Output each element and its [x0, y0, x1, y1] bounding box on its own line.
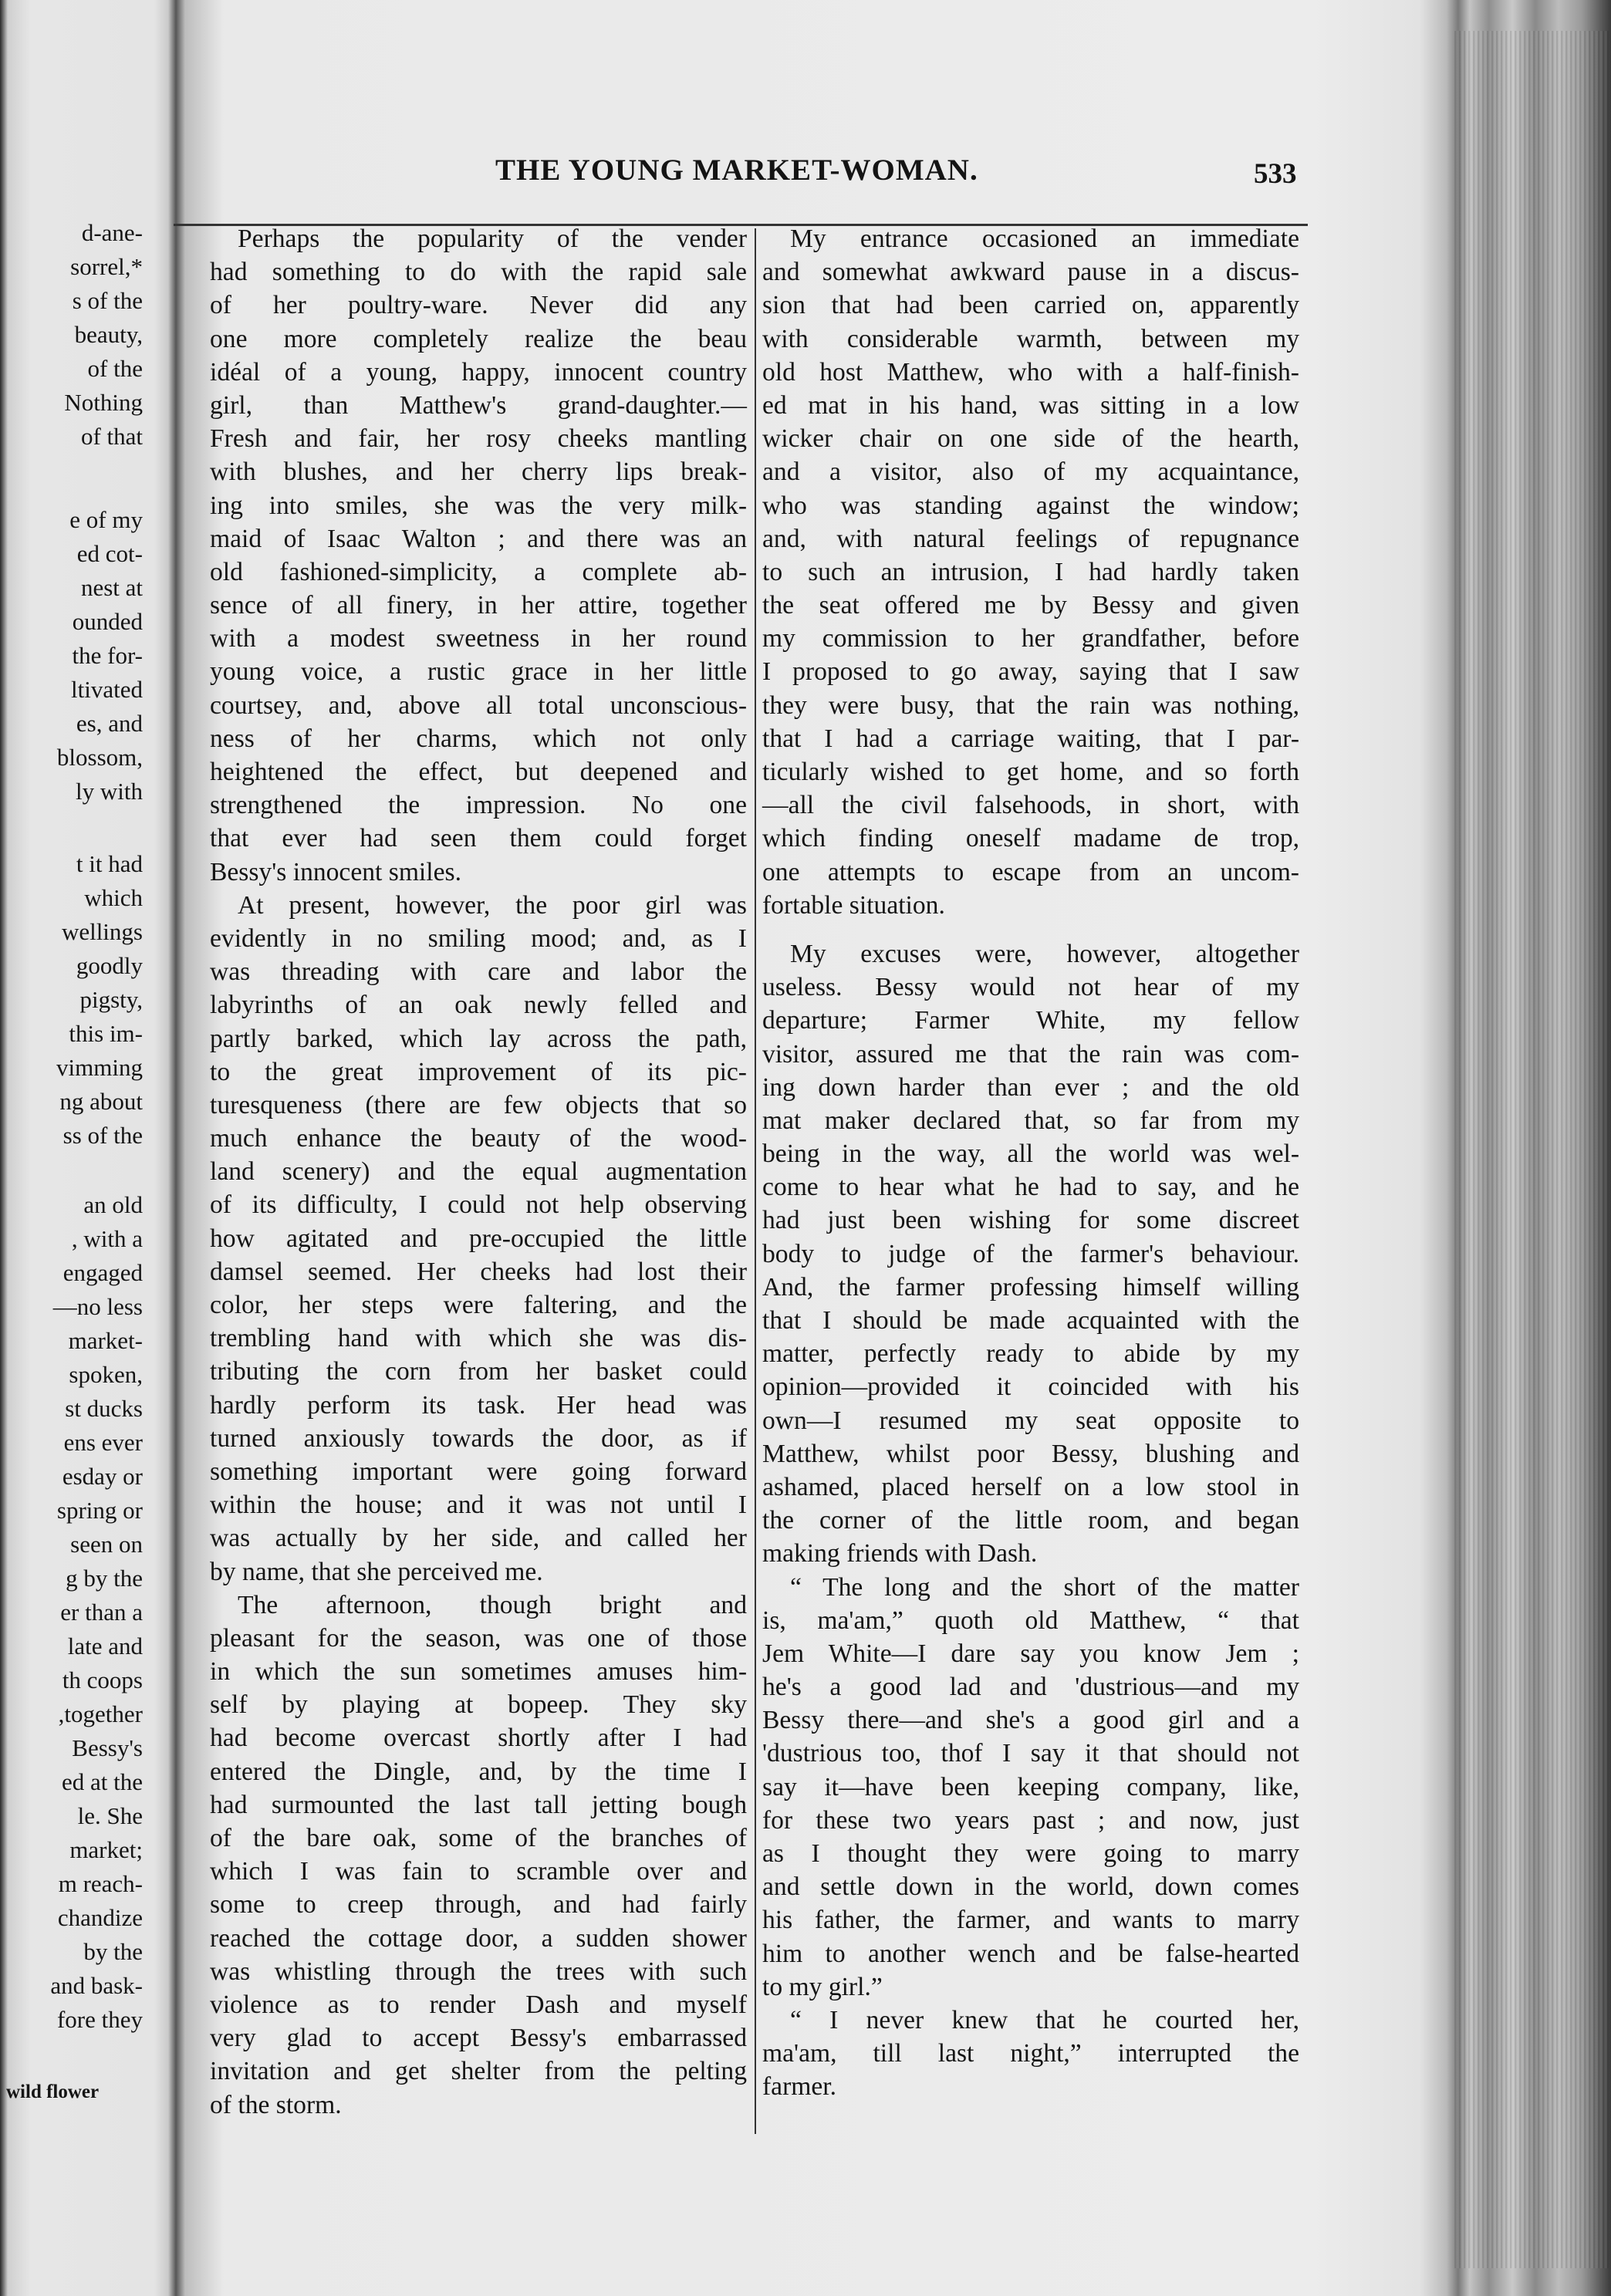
text-line: had surmounted the last tall jetting bough — [210, 1790, 747, 1819]
text-line: say it—have been keeping company, like, — [762, 1772, 1299, 1801]
paragraph-gap — [762, 922, 1299, 937]
text-line: entered the Dingle, and, by the time I — [210, 1757, 747, 1786]
text-line: and a visitor, also of my acquaintance, — [762, 458, 1299, 487]
text-line: idéal of a young, happy, innocent country — [210, 357, 747, 387]
left-page-line: es, and — [76, 710, 143, 737]
left-page-line: chandize — [57, 1904, 143, 1931]
text-line: fortable situation. — [762, 890, 945, 920]
text-line: partly barked, which lay across the path, — [210, 1024, 747, 1053]
text-line: is, ma'am,” quoth old Matthew, “ that — [762, 1606, 1299, 1635]
text-line: reached the cottage door, a sudden shower — [210, 1923, 747, 1953]
text-line: with considerable warmth, between my — [762, 324, 1299, 353]
text-line: self by playing at bopeep. They sky — [210, 1690, 747, 1720]
left-page-line: g by the — [66, 1565, 143, 1592]
text-line: something important were going forward — [210, 1457, 747, 1486]
text-line: was whistling through the trees with such — [210, 1957, 747, 1986]
text-line: trembling hand with which she was dis- — [210, 1324, 747, 1353]
text-column-right — [762, 222, 1299, 2104]
text-line: damsel seemed. Her cheeks had lost their — [210, 1257, 747, 1286]
text-line: who was standing against the window; — [762, 491, 1299, 520]
text-line: visitor, assured me that the rain was com- — [762, 1039, 1299, 1069]
text-line: old fashioned-simplicity, a complete ab- — [210, 557, 747, 586]
text-line: wicker chair on one side of the hearth, — [762, 424, 1299, 454]
left-page-line: er than a — [60, 1599, 143, 1626]
left-page-line: d-ane- — [81, 219, 143, 246]
text-line: matter, perfectly ready to abide by my — [762, 1339, 1299, 1369]
text-line: he's a good lad and 'dustrious—and my — [762, 1673, 1299, 1702]
text-line: one attempts to escape from an uncom- — [762, 857, 1299, 886]
left-page-line: market; — [69, 1836, 143, 1863]
text-line: ed mat in his hand, was sitting in a low — [762, 390, 1299, 420]
text-line: departure; Farmer White, my fellow — [762, 1006, 1299, 1035]
text-line: my commission to her grandfather, before — [762, 624, 1299, 653]
text-line: ing into smiles, she was the very milk- — [210, 491, 747, 520]
left-page-line: , with a — [71, 1225, 143, 1252]
left-page-line: this im- — [69, 1020, 143, 1047]
left-page-line: s of the — [72, 287, 143, 314]
text-line: come to hear what he had to say, and he — [762, 1173, 1299, 1202]
text-line: Bessy's innocent smiles. — [210, 857, 461, 886]
text-line: by name, that she perceived me. — [210, 1557, 543, 1586]
left-page-line: vimming — [56, 1054, 143, 1081]
left-page-line: late and — [67, 1633, 143, 1660]
left-page-line: ng about — [59, 1088, 143, 1115]
text-line: useless. Bessy would not hear of my — [762, 973, 1299, 1002]
text-line: —all the civil falsehoods, in short, with — [762, 791, 1299, 820]
text-line: strengthened the impression. No one — [210, 791, 747, 820]
left-page-line: seen on — [70, 1531, 143, 1558]
running-title: THE YOUNG MARKET-WOMAN. — [495, 154, 978, 187]
text-line: tributing the corn from her basket could — [210, 1357, 747, 1386]
text-line: as I thought they were going to marry — [762, 1839, 1299, 1868]
left-page-line: Bessy's — [72, 1734, 143, 1761]
text-line: opinion—provided it coincided with his — [762, 1373, 1299, 1402]
text-line: was threading with care and labor the — [210, 957, 747, 987]
text-line: ma'am, till last night,” interrupted the — [762, 2039, 1299, 2068]
left-page-line: ly with — [76, 778, 143, 805]
left-page-line: blossom, — [56, 744, 143, 771]
left-page-line: pigsty, — [79, 986, 143, 1013]
text-line: which I was fain to scramble over and — [210, 1857, 747, 1886]
text-column-left — [210, 222, 747, 2122]
left-page-line: spring or — [56, 1497, 143, 1524]
left-page-line: ens ever — [63, 1429, 143, 1456]
text-line: I proposed to go away, saying that I saw — [762, 657, 1299, 687]
text-line: At present, however, the poor girl was — [238, 890, 747, 920]
text-line: how agitated and pre-occupied the little — [210, 1224, 747, 1253]
text-line: Perhaps the popularity of the vender — [238, 225, 747, 253]
text-line: was actually by her side, and called her — [210, 1524, 747, 1553]
text-line: Fresh and fair, her rosy cheeks mantling — [210, 424, 747, 454]
left-page-line: beauty, — [74, 321, 143, 348]
left-page-line: ed cot- — [76, 540, 143, 567]
left-page-line: which — [84, 884, 143, 911]
text-line: turned anxiously towards the door, as if — [210, 1423, 747, 1453]
left-page-line: spoken, — [69, 1361, 143, 1388]
text-line: to the great improvement of its pic- — [210, 1057, 747, 1086]
left-page-fragment — [0, 193, 143, 2060]
left-page-line: ltivated — [71, 676, 143, 703]
text-line: one more completely realize the beau — [210, 324, 747, 353]
book-page-edges — [1454, 31, 1609, 2268]
text-line: Bessy there—and she's a good girl and a — [762, 1706, 1299, 1735]
text-line: ticularly wished to get home, and so forth — [762, 758, 1299, 786]
text-line: and settle down in the world, down comes — [762, 1872, 1299, 1902]
text-line: sion that had been carried on, apparently — [762, 291, 1299, 320]
text-line: hardly perform its task. Her head was — [210, 1390, 747, 1420]
page-number: 533 — [1254, 158, 1297, 190]
text-line: being in the way, all the world was wel- — [762, 1140, 1299, 1169]
text-line: much enhance the beauty of the wood- — [210, 1124, 747, 1153]
text-line: My entrance occasioned an immediate — [790, 225, 1299, 253]
text-line: 'dustrious too, thof I say it that should not — [762, 1739, 1299, 1768]
text-line: of its difficulty, I could not help observing — [210, 1190, 747, 1220]
left-page-line: ,together — [58, 1700, 143, 1727]
left-page-line: of the — [87, 355, 143, 382]
text-line: land scenery) and the equal augmentation — [210, 1157, 747, 1187]
text-line: the seat offered me by Bessy and given — [762, 591, 1299, 620]
text-line: sence of all finery, in her attire, together — [210, 591, 747, 620]
left-page-line: t it had — [76, 850, 143, 877]
text-line: And, the farmer professing himself willing — [762, 1272, 1299, 1302]
left-page-line: th coops — [62, 1666, 143, 1693]
text-line: old host Matthew, who with a half-finish- — [762, 357, 1299, 387]
text-line: making friends with Dash. — [762, 1539, 1038, 1568]
text-line: for these two years past ; and now, just — [762, 1805, 1299, 1835]
text-line: maid of Isaac Walton ; and there was an — [210, 524, 747, 553]
text-line: Jem White—I dare say you know Jem ; — [762, 1639, 1299, 1668]
left-page-line: m reach- — [58, 1870, 143, 1897]
text-line: to my girl.” — [762, 1972, 883, 2001]
text-line: own—I resumed my seat opposite to — [762, 1406, 1299, 1435]
text-line: pleasant for the season, was one of those — [210, 1623, 747, 1653]
text-line: farmer. — [762, 2072, 837, 2102]
left-page-line: ss of the — [62, 1122, 143, 1149]
left-page-line: Nothing — [64, 389, 143, 416]
text-line: heightened the effect, but deepened and — [210, 758, 747, 786]
text-line: very glad to accept Bessy's embarrassed — [210, 2024, 747, 2053]
left-page-line: goodly — [76, 952, 143, 979]
text-line: his father, the farmer, and wants to marry — [762, 1906, 1299, 1935]
text-line: The afternoon, though bright and — [238, 1590, 747, 1619]
text-line: My excuses were, however, altogether — [790, 939, 1299, 968]
text-line: in which the sun sometimes amuses him- — [210, 1657, 747, 1687]
left-page-line: the for- — [72, 642, 143, 669]
text-line: him to another wench and be false-hearted — [762, 1939, 1299, 1968]
left-page-line: esday or — [62, 1463, 143, 1490]
text-line: turesqueness (there are few objects that so — [210, 1090, 747, 1119]
text-line: courtsey, and, above all total unconscious- — [210, 690, 747, 720]
text-line: young voice, a rustic grace in her little — [210, 657, 747, 687]
left-page-line: st ducks — [65, 1395, 143, 1422]
left-page-line: fore they — [56, 2006, 143, 2033]
text-line: had just been wishing for some discreet — [762, 1206, 1299, 1235]
text-line: to such an intrusion, I had hardly taken — [762, 557, 1299, 586]
text-line: body to judge of the farmer's behaviour. — [762, 1239, 1299, 1268]
text-line: evidently in no smiling mood; and, as I — [210, 923, 747, 953]
text-line: which finding oneself madame de trop, — [762, 824, 1299, 853]
left-page-line: an old — [83, 1191, 143, 1218]
left-page-line: of that — [80, 423, 143, 450]
column-divider — [755, 228, 756, 2134]
left-page-line: nest at — [80, 574, 143, 601]
text-line: violence as to render Dash and myself — [210, 1990, 747, 2019]
text-line: color, her steps were faltering, and the — [210, 1291, 747, 1319]
text-line: with a modest sweetness in her round — [210, 624, 747, 653]
left-page-line: e of my — [69, 506, 143, 533]
text-line: had something to do with the rapid sale — [210, 258, 747, 287]
text-line: of the storm. — [210, 2090, 342, 2119]
left-page-line: market- — [68, 1327, 143, 1354]
text-line: and, with natural feelings of repugnance — [762, 524, 1299, 553]
left-page-line: —no less — [52, 1293, 143, 1320]
text-line: girl, than Matthew's grand-daughter.— — [210, 390, 747, 420]
text-line: of the bare oak, some of the branches of — [210, 1824, 747, 1852]
text-line: of her poultry-ware. Never did any — [210, 291, 747, 320]
left-page-line: le. She — [77, 1802, 143, 1829]
text-line: mat maker declared that, so far from my — [762, 1106, 1299, 1135]
text-line: “ I never knew that he courted her, — [790, 2005, 1299, 2034]
text-line: ashamed, placed herself on a low stool in — [762, 1472, 1299, 1501]
left-page-line: ounded — [72, 608, 143, 635]
text-line: had become overcast shortly after I had — [210, 1724, 747, 1753]
text-line: invitation and get shelter from the pelting — [210, 2057, 747, 2086]
text-line: Matthew, whilst poor Bessy, blushing and — [762, 1439, 1299, 1468]
text-line: that I should be made acquainted with the — [762, 1306, 1299, 1335]
text-line: some to creep through, and had fairly — [210, 1890, 747, 1920]
text-line: “ The long and the short of the matter — [790, 1572, 1299, 1602]
left-page-line: engaged — [62, 1259, 143, 1286]
left-page-line: sorrel,* — [70, 253, 143, 280]
text-line: the corner of the little room, and began — [762, 1506, 1299, 1535]
text-line: that ever had seen them could forget — [210, 824, 747, 853]
left-page-caption: wild flower — [6, 2082, 100, 2102]
text-line: with blushes, and her cherry lips break- — [210, 458, 747, 487]
text-line: ness of her charms, which not only — [210, 724, 747, 753]
left-page-line: ed at the — [61, 1768, 143, 1795]
left-page-line: by the — [83, 1938, 143, 1965]
left-page-line: and bask- — [50, 1972, 143, 1999]
text-line: and somewhat awkward pause in a discus- — [762, 258, 1299, 287]
text-line: they were busy, that the rain was nothing, — [762, 690, 1299, 720]
text-line: that I had a carriage waiting, that I par- — [762, 724, 1299, 753]
left-page-line: wellings — [61, 918, 143, 945]
text-line: within the house; and it was not until I — [210, 1491, 747, 1520]
text-line: labyrinths of an oak newly felled and — [210, 991, 747, 1020]
text-line: ing down harder than ever ; and the old — [762, 1072, 1299, 1102]
